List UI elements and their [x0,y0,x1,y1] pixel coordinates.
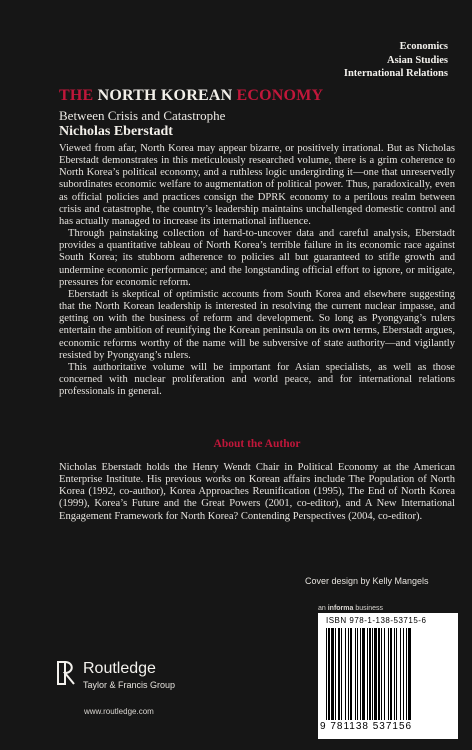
informa-suffix: business [353,605,383,612]
barcode-panel [318,613,458,739]
blurb-paragraph: Viewed from afar, North Korea may appear bizarre, or positively irrational. But as Nicholas Eberstadt demonstrates in this meticulously researched volume, there is a grim coherence to North Korea’s political economy, and a ruthless logic undergirding it—one that unreservedly subordinates economic welfare to augmentation of political power. Thus, paradoxically, even as official policies and practices consign the DPRK economy to a perilous realm between crisis and catastrophe, the country’s leadership maintains unchallenged domestic control and has actually managed to increase its international influence. [59,143,455,227]
about-paragraph: Nicholas Eberstadt holds the Henry Wendt Chair in Political Economy at the American Enterprise Institute. His previous works on Korean affairs include The Population of North Korea (1992, co-author), Korea Approaches Reunification (1995), The End of North Korea (1999), Korea’s Future and the Great Powers (2001, co-editor), and A New International Engagement Framework for North Korea? Contending Perspectives (2004, co-editor). [59,462,455,522]
book-subtitle: Between Crisis and Catastrophe [59,108,226,123]
blurb-paragraph: Through painstaking collection of hard-to-uncover data and careful analysis, Eberstadt provides a quantitative tableau of North Korea’s terrible failure in its economic race against South Korea; its stubborn adherence to policies all but guaranteed to stifle growth and undermine economic performance; and the longstanding official effort to ignore, or mitigate, pressures for economic reform. [59,228,455,288]
informa-brand: informa [327,605,354,612]
cover-credit: Cover design by Kelly Mangels [305,576,429,586]
informa-prefix: an [318,605,328,612]
barcode-icon [324,628,452,722]
title-part: THE [59,87,98,104]
about-author [59,462,455,523]
subject-line: Economics [399,41,448,52]
author-name: Nicholas Eberstadt [59,124,173,139]
publisher-website[interactable]: www.routledge.com [84,707,154,716]
informa-tagline [318,605,383,612]
subject-categories [344,40,448,81]
subject-line: Asian Studies [387,54,448,66]
blurb-paragraph: This authoritative volume will be important for Asian specialists, as well as those concerned with nuclear proliferation and world peace, and for international relations professionals in general. [59,361,455,398]
routledge-logo-icon [54,659,78,687]
publisher-group: Taylor & Francis Group [83,680,176,690]
about-author-heading: About the Author [213,438,301,450]
subject-line: International Relations [343,68,448,79]
isbn-text: ISBN 978-1-138-53715-6 [326,616,427,625]
blurb [59,143,455,398]
title-part: ECONOMY [236,87,324,104]
barcode-digits: 9 781138 537156 [320,721,413,732]
publisher-name: Routledge [83,660,156,677]
title-part: NORTH KOREAN [97,87,237,104]
book-title [59,87,323,105]
blurb-paragraph: Eberstadt is skeptical of optimistic accounts from South Korea and elsewhere suggesting that the North Korean leadership is interested in resolving the current nuclear impasse, and getting on with the business of reform and development. So long as Pyongyang’s rulers entertain the ambition of reunifying the Korean peninsula on its own terms, Eberstadt argues, economic reforms worthy of the name will be subversive of state authority—and vigilantly resisted by Pyongyang’s rulers. [59,288,455,361]
